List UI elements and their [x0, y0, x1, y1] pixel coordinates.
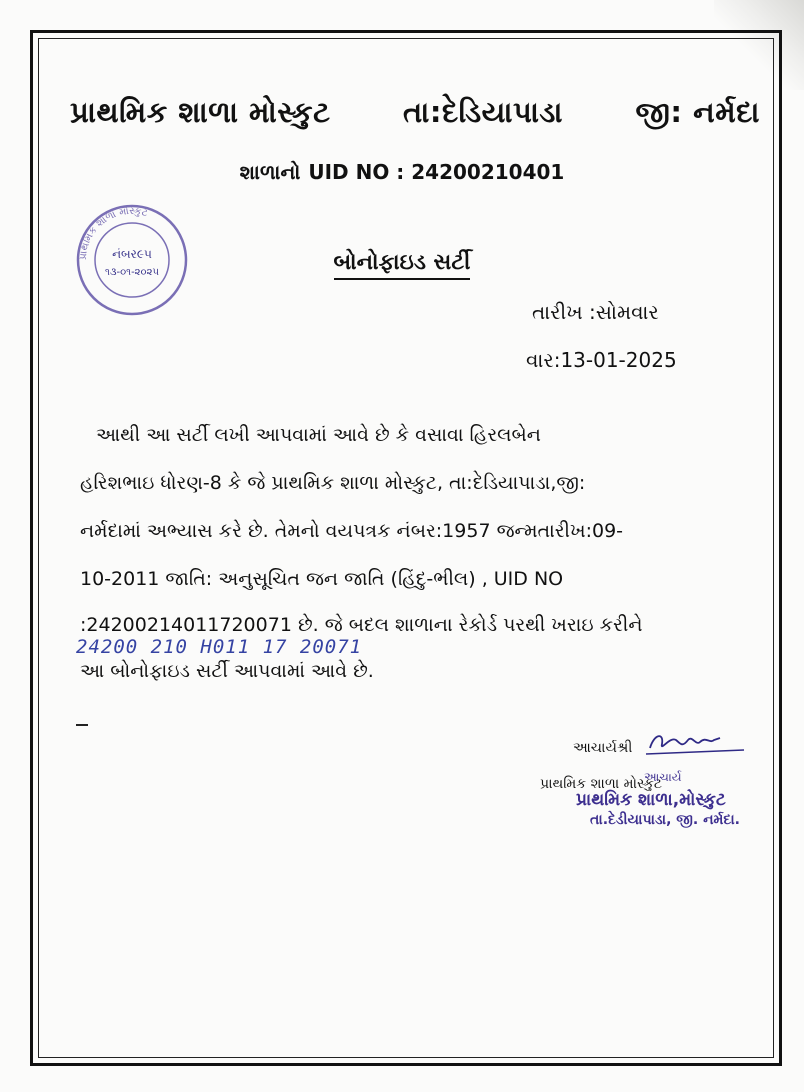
body-line-3: નર્મદામાં અભ્યાસ કરે છે. તેમનો વયપત્રક નંબર:1957 જન્મતારીખ:09- — [80, 520, 624, 542]
seal-ring-text: પ્રાથમિક શાળા મોસ્કુટ — [77, 205, 149, 261]
inner-border — [38, 38, 774, 1058]
date-value: વાર:13-01-2025 — [526, 348, 677, 372]
school-header — [70, 95, 760, 130]
body-line-4: 10-2011 જાતિ: અનુસૂચિત જન જાતિ (હિંદુ-ભીલ) , UID NO — [80, 568, 564, 590]
certificate-title-text: બોનોફાઇડ સર્ટી — [334, 250, 471, 280]
school-name: પ્રાથમિક શાળા મોસ્કુટ — [70, 95, 331, 129]
principal-title: આચાર્યશ્રી — [573, 740, 633, 756]
body-line-5: :24200214011720071 છે. જે બદલ શાળાના રેકોર્ડ પરથી ખરાઇ કરીને — [80, 614, 643, 636]
principal-school: પ્રાથમિક શાળા મોસ્કુટ — [540, 776, 663, 792]
body-line-2: હરિશભાઇ ધોરણ-8 કે જે પ્રાથમિક શાળા મોસ્કુટ, તા:દેડિયાપાડા,જી: — [80, 472, 586, 494]
taluka: તા:દેડિયાપાડા — [403, 95, 563, 129]
body-line-6: આ બોનોફાઇડ સર્ટી આપવામાં આવે છે. — [80, 660, 374, 682]
stamp-designation: આચાર્ય — [644, 770, 682, 784]
dash-mark — [76, 724, 88, 726]
school-uid-line — [0, 160, 804, 184]
stamp-address: તા.દેડીયાપાડા, જી. નર્મદા. — [590, 812, 740, 828]
school-uid-value: UID NO : 24200210401 — [308, 160, 565, 184]
certificate-title — [0, 250, 804, 275]
principal-signature — [640, 726, 750, 762]
district: જી: નર્મદા — [635, 95, 760, 129]
stamp-school: પ્રાથમિક શાળા,મોસ્કુટ — [576, 790, 726, 810]
seal-date: ૧૩-૦૧-૨૦૨૫ — [104, 267, 160, 278]
school-uid-label: શાળાનો — [239, 160, 301, 184]
seal-number: નંબર૯૫ — [112, 247, 152, 261]
body-line-1: આથી આ સર્ટી લખી આપવામાં આવે છે કે વસાવા હિરલબેન — [96, 424, 541, 446]
handwritten-uid: 24200 210 H011 17 20071 — [76, 636, 363, 658]
date-day: તારીખ :સોમવાર — [532, 300, 659, 324]
